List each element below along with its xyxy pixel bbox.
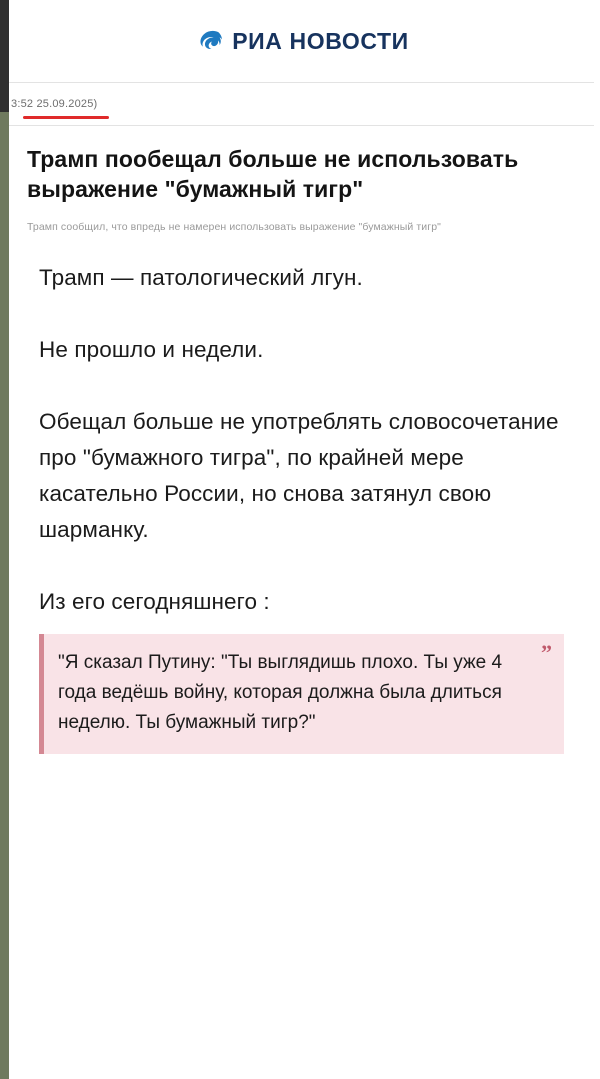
ria-swirl-icon: [194, 27, 222, 55]
red-underline-marker: [23, 116, 109, 119]
quote-text: "Я сказал Путину: "Ты выглядишь плохо. Ты уже 4 года ведёшь войну, которая должна была длиться неделю. Ты бумажный тигр?": [58, 652, 503, 733]
brand-lockup[interactable]: [194, 27, 409, 55]
article-body: [9, 234, 594, 620]
right-edge-strip: [593, 0, 600, 1079]
subheadline: Трамп сообщил, что впредь не намерен использовать выражение "бумажный тигр": [27, 221, 441, 233]
paragraph: Не прошло и недели.: [39, 337, 264, 362]
paragraph: Трамп — патологический лгун.: [39, 265, 363, 290]
paragraph: Из его сегодняшнего :: [39, 589, 270, 614]
headline-block: [9, 126, 594, 234]
quote-mark-icon: ”: [541, 640, 552, 665]
brand-header: [9, 0, 594, 82]
bottom-spacer: [9, 754, 594, 814]
left-edge-strip-dark: [0, 0, 9, 112]
paragraph: Обещал больше не употреблять словосочетание про "бумажного тигра", по крайней мере касательно России, но снова затянул свою шарманку.: [39, 409, 559, 542]
article-card: [9, 0, 594, 1079]
quote-block: [39, 634, 564, 754]
left-edge-strip: [0, 0, 9, 1079]
page-title: Трамп пообещал больше не использовать выражение "бумажный тигр": [27, 146, 519, 202]
brand-title: РИА НОВОСТИ: [232, 27, 409, 54]
timestamp-label: 3:52 25.09.2025): [11, 98, 98, 110]
meta-row: [9, 82, 594, 126]
